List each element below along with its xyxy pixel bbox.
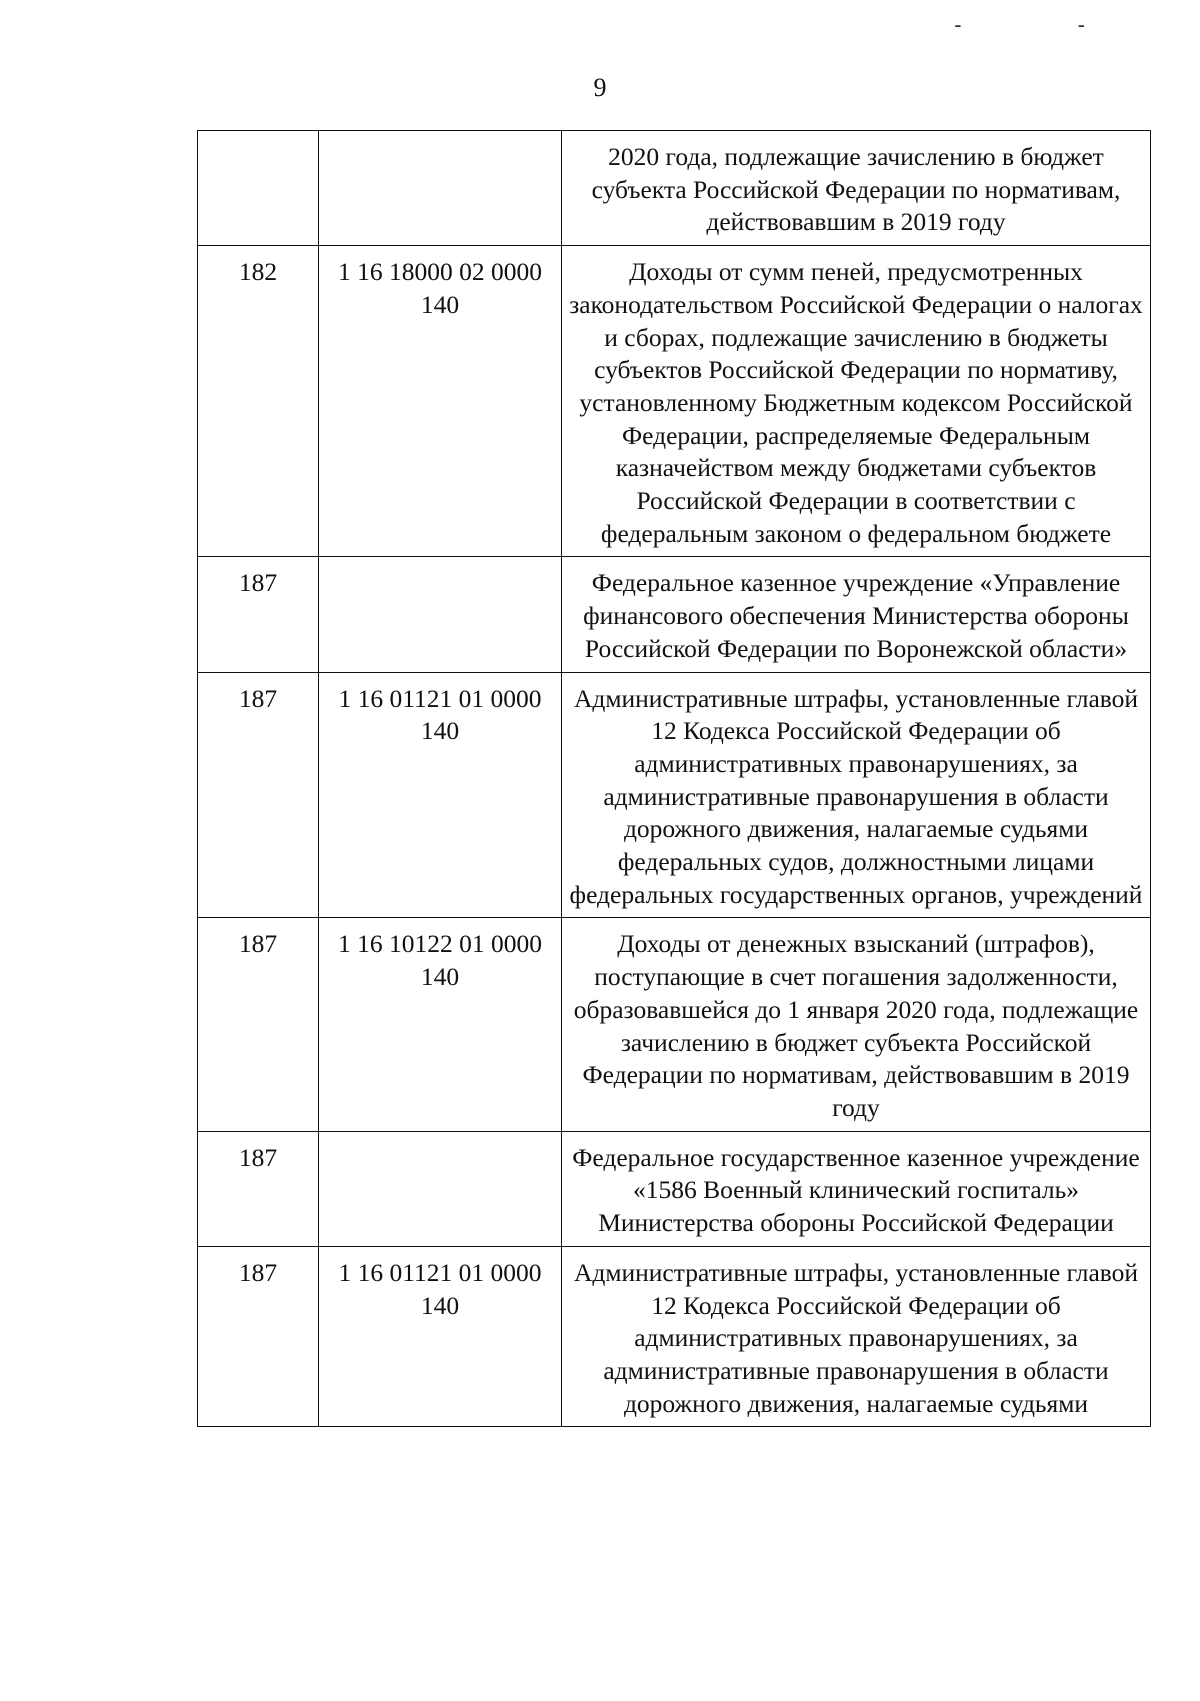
revenue-name-cell: Административные штрафы, установленные главой 12 Кодекса Российской Федерации об административных правонарушениях, за административные правонарушения в области дорожного движения, налагаемые судьями [562,1246,1151,1427]
admin-code-cell: 187 [198,672,319,918]
table-row [198,557,1151,672]
revenue-name-cell: Доходы от сумм пеней, предусмотренных законодательством Российской Федерации о налогах и сборах, подлежащие зачислению в бюджеты субъектов Российской Федерации по нормативу, установленному Бюджетным кодексом Российской Федерации, распределяемые Федеральным казначейством между бюджетами субъектов Российской Федерации в соответствии с федеральным законом о федеральном бюджете [562,246,1151,557]
table-row [198,672,1151,918]
table-row [198,131,1151,246]
admin-code-cell: 187 [198,918,319,1131]
table-row [198,246,1151,557]
kbk-cell: 1 16 01121 01 0000 140 [319,672,562,918]
kbk-cell [319,1131,562,1246]
table-row [198,918,1151,1131]
kbk-cell: 1 16 01121 01 0000 140 [319,1246,562,1427]
kbk-cell: 1 16 10122 01 0000 140 [319,918,562,1131]
admin-code-cell: 187 [198,1131,319,1246]
revenue-name-cell: Федеральное казенное учреждение «Управление финансового обеспечения Министерства обороны Российской Федерации по Воронежской области» [562,557,1151,672]
revenue-table [197,130,1151,1427]
admin-code-cell: 182 [198,246,319,557]
scan-marks: - - [954,12,1140,37]
revenue-name-cell: Федеральное государственное казенное учреждение «1586 Военный клинический госпиталь» Министерства обороны Российской Федерации [562,1131,1151,1246]
revenue-name-cell: Административные штрафы, установленные главой 12 Кодекса Российской Федерации об административных правонарушениях, за административные правонарушения в области дорожного движения, налагаемые судьями федеральных судов, должностными лицами федеральных государственных органов, учреждений [562,672,1151,918]
page-number: 9 [593,73,607,102]
kbk-cell: 1 16 18000 02 0000 140 [319,246,562,557]
admin-code-cell [198,131,319,246]
kbk-cell [319,557,562,672]
admin-code-cell: 187 [198,1246,319,1427]
table-row [198,1246,1151,1427]
table-row [198,1131,1151,1246]
revenue-name-cell: 2020 года, подлежащие зачислению в бюджет субъекта Российской Федерации по нормативам, действовавшим в 2019 году [562,131,1151,246]
revenue-name-cell: Доходы от денежных взысканий (штрафов), поступающие в счет погашения задолженности, образовавшейся до 1 января 2020 года, подлежащие зачислению в бюджет субъекта Российской Федерации по нормативам, действовавшим в 2019 году [562,918,1151,1131]
kbk-cell [319,131,562,246]
admin-code-cell: 187 [198,557,319,672]
